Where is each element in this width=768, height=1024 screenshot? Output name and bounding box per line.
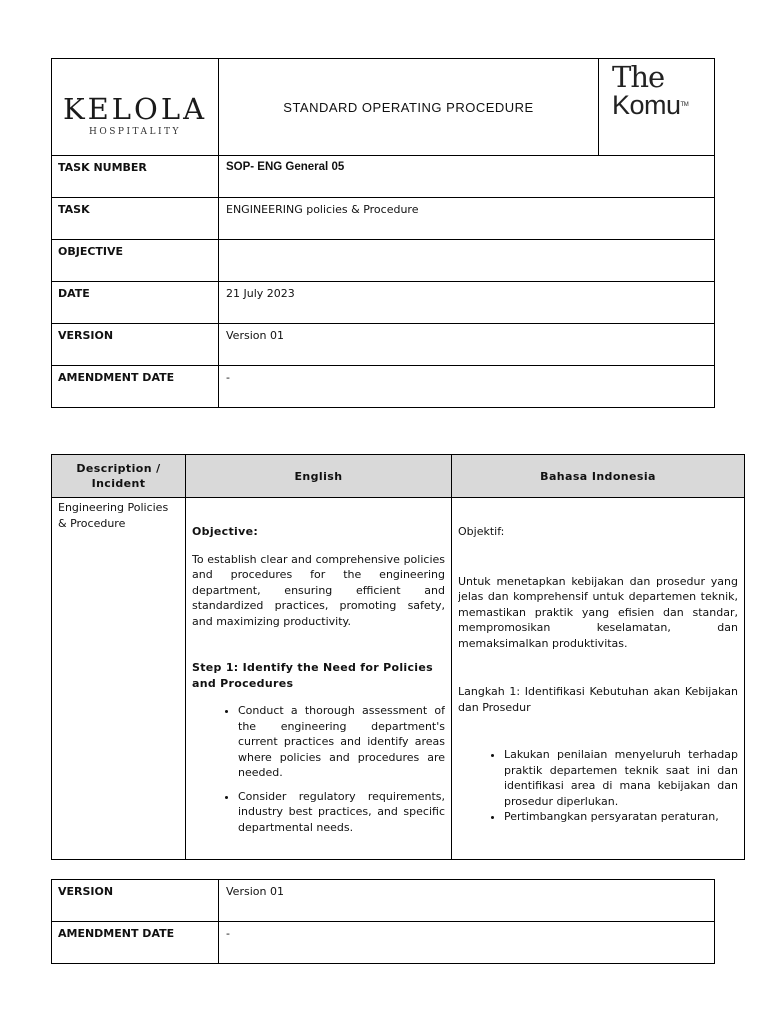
english-objective-heading: Objective: bbox=[192, 525, 259, 538]
indonesian-step1-heading: Langkah 1: Identifikasi Kebutuhan akan Kebijakan dan Prosedur bbox=[458, 685, 738, 714]
task-number-value: SOP- ENG General 05 bbox=[219, 156, 715, 198]
column-header-indonesian: Bahasa Indonesia bbox=[452, 455, 745, 498]
objective-value bbox=[219, 240, 715, 282]
kelola-logo bbox=[52, 59, 219, 156]
amendment-date-value: - bbox=[219, 366, 715, 408]
version-value: Version 01 bbox=[219, 324, 715, 366]
indonesian-objective-heading: Objektif: bbox=[458, 525, 505, 538]
english-objective-text: To establish clear and comprehensive policies and procedures for the engineering department, ensuring efficient and standardized practices, promoting safety, and maximizing productivity. bbox=[192, 552, 445, 628]
kelola-logo-subtitle: HOSPITALITY bbox=[89, 126, 181, 137]
kelola-logo-name: KELOLA bbox=[62, 91, 208, 126]
trademark-mark: TM bbox=[680, 102, 689, 108]
task-number-label: TASK NUMBER bbox=[52, 156, 219, 198]
komu-logo-line2: Komu bbox=[612, 90, 681, 120]
amendment-date-label: AMENDMENT DATE bbox=[52, 366, 219, 408]
indonesian-objective-text: Untuk menetapkan kebijakan dan prosedur yang jelas dan komprehensif untuk departemen teknik, memastikan praktik yang efisien dan standar, mempromosikan keselamatan, dan memaksimalkan produktivitas. bbox=[458, 574, 738, 650]
date-label: DATE bbox=[52, 282, 219, 324]
english-step1-heading: Step 1: Identify the Need for Policies and Procedures bbox=[192, 661, 433, 690]
indonesian-cell bbox=[452, 498, 745, 860]
description-cell bbox=[52, 498, 186, 860]
procedure-table bbox=[51, 454, 745, 860]
list-item: • Lakukan penilaian menyeluruh terhadap praktik departemen teknik saat ini dan identifikasi area di mana kebijakan dan prosedur diperlukan. bbox=[504, 747, 738, 809]
footer-amendment-date-label: AMENDMENT DATE bbox=[52, 922, 219, 964]
task-label: TASK bbox=[52, 198, 219, 240]
objective-label: OBJECTIVE bbox=[52, 240, 219, 282]
task-value: ENGINEERING policies & Procedure bbox=[219, 198, 715, 240]
footer-version-value: Version 01 bbox=[219, 880, 715, 922]
description-text: Engineering Policies & Procedure bbox=[58, 501, 169, 530]
english-bullet-list bbox=[192, 703, 445, 835]
footer-version-label: VERSION bbox=[52, 880, 219, 922]
version-label: VERSION bbox=[52, 324, 219, 366]
footer-amendment-date-value: - bbox=[219, 922, 715, 964]
list-item: • Pertimbangkan persyaratan peraturan, bbox=[504, 809, 738, 825]
english-cell bbox=[186, 498, 452, 860]
komu-logo-line1: The bbox=[612, 60, 665, 94]
date-value: 21 July 2023 bbox=[219, 282, 715, 324]
column-header-english: English bbox=[186, 455, 452, 498]
column-header-description: Description / Incident bbox=[52, 455, 186, 498]
sop-footer-table bbox=[51, 879, 715, 964]
the-komu-logo bbox=[599, 59, 715, 156]
document-title: STANDARD OPERATING PROCEDURE bbox=[219, 59, 599, 156]
sop-header-table bbox=[51, 58, 715, 408]
list-item: • Conduct a thorough assessment of the engineering department's current practices and identify areas where policies and procedures are needed. bbox=[238, 703, 445, 781]
list-item: • Consider regulatory requirements, industry best practices, and specific departmental needs. bbox=[238, 789, 445, 836]
indonesian-bullet-list bbox=[458, 747, 738, 825]
